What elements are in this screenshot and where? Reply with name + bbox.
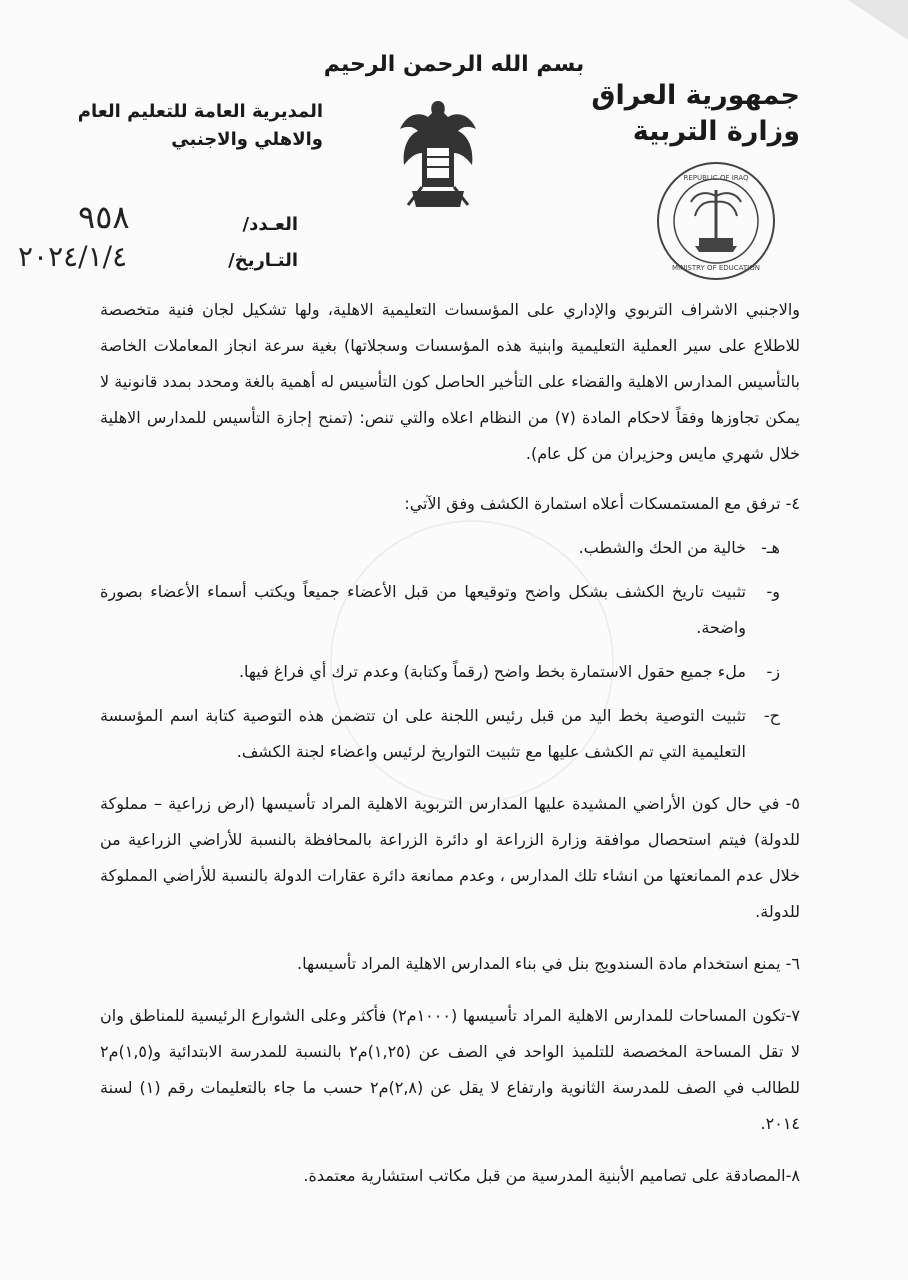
subitem-text: ملء جميع حقول الاستمارة بخط واضح (رقماً وكتابة) وعدم ترك أي فراغ فيها.	[238, 662, 746, 681]
date-label: التـاريخ/	[228, 250, 298, 271]
item-4: ٤- ترفق مع المستمسكات أعلاه استمارة الكشف وفق الآتي:	[404, 494, 800, 513]
page-corner-fold	[848, 0, 908, 40]
svg-text:REPUBLIC OF IRAQ: REPUBLIC OF IRAQ	[683, 174, 749, 182]
svg-text:MINISTRY OF EDUCATION: MINISTRY OF EDUCATION	[672, 264, 760, 272]
subitem-letter: ز-	[766, 662, 780, 681]
letter-body	[100, 292, 800, 1210]
intro-paragraph: والاجنبي الاشراف التربوي والإداري على المؤسسات التعليمية الاهلية، ولها تشكيل لجان فنية متخصصة للاطلاع على سير العملية التعليمية وابنية هذه المؤسسات وسجلاتها) بغية سرعة انجاز المعاملات الخاصة بالتأسيس المدارس الاهلية والقضاء على التأخير الحاصل كون التأسيس له أهمية بالغة ومحدد بمدد قانونية لا يمكن تجاوزها وفقاً لاحكام المادة (٧) من النظام اعلاه والتي تنص: (تمنح إجازة التأسيس للمدارس الاهلية خلال شهري مايس وحزيران من كل عام).	[100, 300, 800, 463]
item-5: ٥- في حال كون الأراضي المشيدة عليها المدارس التربوية الاهلية المراد تأسيسها (ارض زراعية – مملوكة للدولة) فيتم استحصال موافقة وزارة الزراعة او دائرة الزراعة بالمحافظة بالنسبة للأراضي الزراعية من خلال عدم الممانعتها من انشاء تلك المدارس ، وعدم ممانعة دائرة عقارات الدولة بالنسبة للأراضي المملوكة للدولة.	[100, 794, 800, 921]
number-label: العـدد/	[242, 214, 298, 235]
subitem-ha	[100, 698, 800, 770]
ministry-stamp-icon	[655, 160, 777, 282]
stamp-text-bottom	[672, 264, 760, 272]
eagle-emblem-icon	[398, 95, 478, 213]
subitem-letter: ح-	[763, 706, 780, 725]
item-7: ٧-تكون المساحات للمدارس الاهلية المراد تأسيسها (١٠٠٠م٢) فأكثر وعلى الشوارع الرئيسية للمناطق وان لا تقل المساحة المخصصة للتلميذ الواحد في الصف عن (١,٢٥)م٢ بالنسبة للمدرسة الابتدائية و(١,٥)م٢ للطالب في الصف للمدرسة الثانوية وارتفاع لا يقل عن (٢,٨)م٢ حسب ما جاء بالتعليمات رقم (١) لسنة ٢٠١٤.	[100, 1006, 801, 1133]
subitem-text: تثبيت تاريخ الكشف بشكل واضح وتوقيعها من قبل الأعضاء جميعاً ويكتب أسماء الأعضاء بصورة واضحة.	[100, 582, 746, 637]
basmala-heading: بسم الله الرحمن الرحيم	[323, 52, 585, 77]
subitem-letter: و-	[766, 582, 780, 601]
subitem-waw	[100, 574, 800, 646]
stamp-text-top	[683, 174, 749, 182]
subitem-he	[100, 530, 800, 566]
directorate-line-1: المديرية العامة للتعليم العام	[77, 101, 323, 122]
date-value: ٢٠٢٤/١/٤	[18, 240, 128, 273]
item-8: ٨-المصادقة على تصاميم الأبنية المدرسية من قبل مكاتب استشارية معتمدة.	[303, 1166, 800, 1185]
ministry-name: وزارة التربية	[632, 116, 800, 147]
subitem-zay	[100, 654, 800, 690]
subitem-letter: هـ-	[761, 538, 780, 557]
subitem-text: خالية من الحك والشطب.	[578, 538, 746, 557]
directorate-header	[78, 98, 323, 154]
subitem-text: تثبيت التوصية بخط اليد من قبل رئيس اللجنة على ان تتضمن هذه التوصية كتابة اسم المؤسسة التعليمية التي تم الكشف عليها مع تثبيت التواريخ لرئيس واعضاء لجنة الكشف.	[100, 706, 746, 761]
number-value: ٩٥٨	[78, 198, 130, 236]
directorate-line-2: والاهلي والاجنبي	[171, 129, 323, 150]
item-6: ٦- يمنع استخدام مادة السندويج بنل في بناء المدارس الاهلية المراد تأسيسها.	[297, 954, 800, 973]
country-name: جمهورية العراق	[591, 80, 800, 111]
ministry-header	[591, 78, 800, 150]
